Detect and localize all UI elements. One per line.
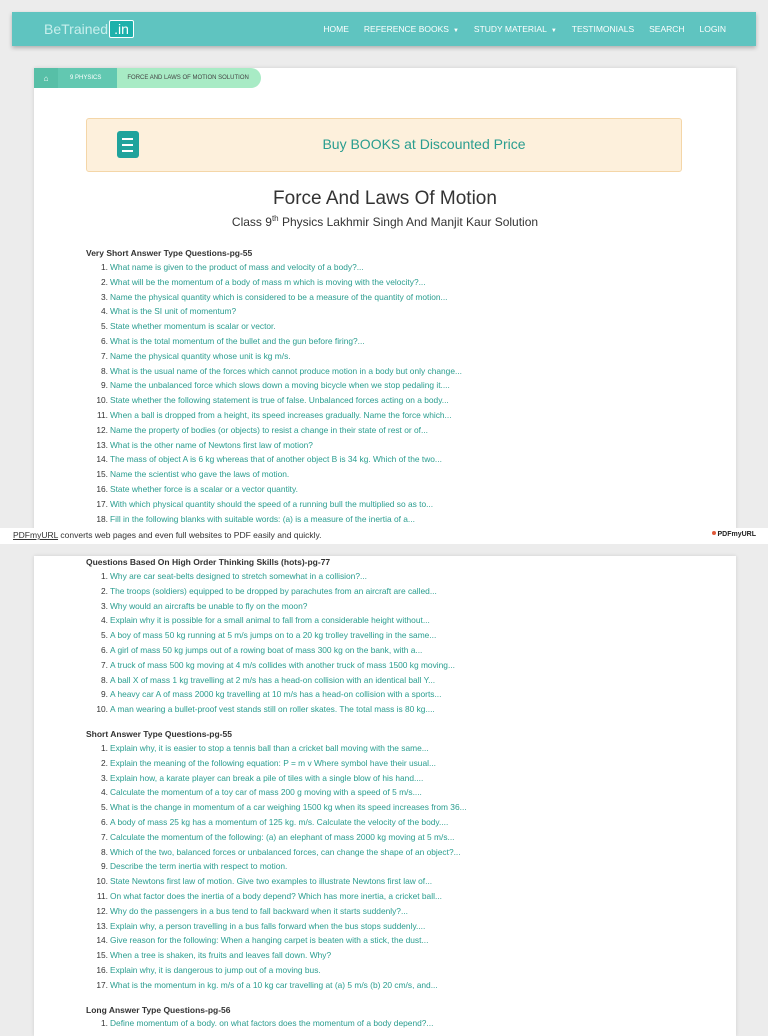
question-item[interactable] (86, 423, 462, 438)
question-number: 16. (96, 483, 108, 494)
question-number: 3. (101, 772, 108, 783)
question-number: 18. (96, 513, 108, 524)
home-icon[interactable]: ⌂ (34, 68, 58, 88)
question-item[interactable] (86, 859, 467, 874)
question-item[interactable] (86, 904, 467, 919)
question-item[interactable] (86, 978, 467, 993)
question-item[interactable] (86, 260, 462, 275)
question-list (86, 1016, 433, 1031)
question-link[interactable]: Name the physical quantity which is considered to be a measure of the quantity of motion... (110, 291, 448, 302)
question-link[interactable]: Name the scientist who gave the laws of motion. (110, 469, 290, 480)
question-link[interactable]: When a tree is shaken, its fruits and leaves fall down. Why? (110, 950, 332, 961)
pdfmyurl-link[interactable]: PDFmyURL (13, 530, 59, 540)
question-item[interactable] (86, 702, 455, 717)
logo-dot-icon (712, 531, 716, 535)
question-number: 11. (96, 890, 108, 901)
question-number: 5. (101, 802, 108, 813)
question-link[interactable]: Why would an aircrafts be unable to fly on the moon? (110, 600, 308, 611)
question-number: 9. (101, 861, 108, 872)
question-number: 2. (101, 585, 108, 596)
question-number: 10. (96, 395, 108, 406)
pdf-footer-text (13, 530, 322, 540)
section-title: Very Short Answer Type Questions-pg-55 (86, 248, 253, 258)
question-number: 7. (101, 350, 108, 361)
question-number: 12. (96, 905, 108, 916)
caret-down-icon: ▼ (452, 28, 459, 34)
question-item[interactable] (86, 319, 462, 334)
question-item[interactable] (86, 741, 467, 756)
question-item[interactable] (86, 658, 455, 673)
question-item[interactable] (86, 438, 462, 453)
question-item[interactable] (86, 756, 467, 771)
question-link[interactable]: What is the change in momentum of a car weighing 1500 kg when its speed increases from 36... (110, 802, 467, 813)
question-link[interactable]: The troops (soldiers) equipped to be dropped by parachutes from an aircraft are called... (110, 585, 437, 596)
question-number: 17. (96, 498, 108, 509)
question-number: 9. (101, 689, 108, 700)
question-number: 5. (101, 630, 108, 641)
question-link[interactable]: Calculate the momentum of the following: (a) an elephant of mass 2000 kg moving at 5 m/s... (110, 831, 455, 842)
question-link[interactable]: What name is given to the product of mass and velocity of a body?... (110, 262, 364, 272)
question-link[interactable]: What is the usual name of the forces which cannot produce motion in a body but only change... (110, 365, 462, 376)
subtitle-rest: Physics Lakhmir Singh And Manjit Kaur Solution (278, 215, 539, 229)
question-list (86, 260, 462, 526)
question-link[interactable]: What is the momentum in kg. m/s of a 10 kg car travelling at (a) 5 m/s (b) 20 cm/s, and... (110, 979, 438, 990)
question-item[interactable] (86, 364, 462, 379)
question-number: 6. (101, 816, 108, 827)
question-item[interactable] (86, 349, 462, 364)
question-link[interactable]: A boy of mass 50 kg running at 5 m/s jumps on to a 20 kg trolley travelling in the same... (110, 630, 437, 641)
question-number: 7. (101, 659, 108, 670)
question-number: 15. (96, 469, 108, 480)
question-link[interactable]: Explain why, it is dangerous to jump out of a moving bus. (110, 964, 321, 975)
pdf-footer-message: converts web pages and even full websites to PDF easily and quickly. (58, 530, 322, 540)
question-number: 7. (101, 831, 108, 842)
question-number: 13. (96, 439, 108, 450)
question-item[interactable] (86, 275, 462, 290)
question-number: 8. (101, 846, 108, 857)
question-item[interactable] (86, 628, 455, 643)
section-title: Questions Based On High Order Thinking Skills (hots)-pg-77 (86, 557, 331, 567)
question-link[interactable]: Give reason for the following: When a hanging carpet is beaten with a stick, the dust... (110, 935, 429, 946)
nav-testimonials[interactable]: TESTIMONIALS (571, 24, 635, 34)
question-item[interactable] (86, 497, 462, 512)
question-item[interactable] (86, 452, 462, 467)
caret-down-icon: ▼ (550, 28, 557, 34)
question-item[interactable] (86, 948, 467, 963)
question-number: 9. (101, 380, 108, 391)
question-link[interactable]: Explain how, a karate player can break a pile of tiles with a single blow of his hand.... (110, 772, 424, 783)
question-number: 1. (101, 1018, 108, 1028)
question-link[interactable]: Explain why, it is easier to stop a tennis ball than a cricket ball moving with the same... (110, 743, 429, 753)
question-item[interactable] (86, 771, 467, 786)
question-item[interactable] (86, 584, 455, 599)
question-list (86, 741, 467, 993)
question-item[interactable] (86, 290, 462, 305)
question-number: 4. (101, 615, 108, 626)
question-item[interactable] (86, 613, 455, 628)
breadcrumb (34, 68, 261, 88)
question-item[interactable] (86, 643, 455, 658)
logo-suffix: .in (109, 20, 134, 38)
section-title: Short Answer Type Questions-pg-55 (86, 729, 232, 739)
question-item[interactable] (86, 785, 467, 800)
question-number: 10. (96, 876, 108, 887)
question-link[interactable]: What is the other name of Newtons first law of motion? (110, 439, 313, 450)
nav-search[interactable]: SEARCH (649, 24, 685, 34)
question-link[interactable]: Which of the two, balanced forces or unbalanced forces, can change the shape of an object?... (110, 846, 461, 857)
section-title: Long Answer Type Questions-pg-56 (86, 1005, 231, 1015)
question-item[interactable] (86, 933, 467, 948)
question-link[interactable]: Calculate the momentum of a toy car of mass 200 g moving with a speed of 5 m/s.... (110, 787, 422, 798)
question-item[interactable] (86, 845, 467, 860)
question-number: 17. (96, 979, 108, 990)
promo-text: Buy BOOKS at Discounted Price (322, 136, 526, 152)
question-item[interactable] (86, 874, 467, 889)
question-number: 8. (101, 365, 108, 376)
question-link[interactable]: Explain why it is possible for a small animal to fall from a considerable height without... (110, 615, 430, 626)
question-number: 4. (101, 787, 108, 798)
question-link[interactable]: Name the property of bodies (or objects) to resist a change in their state of rest or of... (110, 424, 428, 435)
pdfmyurl-logo[interactable] (712, 531, 756, 538)
breadcrumb-physics[interactable]: 9 PHYSICS (58, 68, 117, 88)
nav-reference-books-label: REFERENCE BOOKS (363, 24, 449, 34)
question-link[interactable]: State Newtons first law of motion. Give two examples to illustrate Newtons first law of... (110, 876, 433, 887)
question-item[interactable] (86, 815, 467, 830)
subtitle-class: Class 9 (231, 215, 272, 229)
question-number: 5. (101, 321, 108, 332)
question-link[interactable]: When a ball is dropped from a height, its speed increases gradually. Name the force which... (110, 409, 452, 420)
question-item[interactable] (86, 393, 462, 408)
pdf-footer (0, 528, 768, 544)
question-number: 14. (96, 454, 108, 465)
question-number: 3. (101, 600, 108, 611)
question-item[interactable] (86, 512, 462, 527)
question-link[interactable]: With which physical quantity should the speed of a running bull the multiplied so as to... (110, 498, 434, 509)
question-list (86, 569, 455, 717)
question-link[interactable]: Describe the term inertia with respect to motion. (110, 861, 288, 872)
question-link[interactable]: State whether momentum is scalar or vector. (110, 321, 276, 332)
nav-login[interactable]: LOGIN (699, 24, 726, 34)
page-title: Force And Laws Of Motion (273, 188, 497, 209)
question-number: 1. (101, 571, 108, 581)
question-number: 15. (96, 950, 108, 961)
question-link[interactable]: A body of mass 25 kg has a momentum of 125 kg. m/s. Calculate the velocity of the body.... (110, 816, 449, 827)
question-link[interactable]: A truck of mass 500 kg moving at 4 m/s collides with another truck of mass 1500 kg moving... (110, 659, 455, 670)
question-link[interactable]: On what factor does the inertia of a body depend? Which has more inertia, a cricket ball... (110, 890, 442, 901)
question-number: 4. (101, 306, 108, 317)
question-link[interactable]: What is the SI unit of momentum? (110, 306, 237, 317)
nav-reference-books[interactable] (364, 24, 459, 34)
question-item[interactable] (86, 467, 462, 482)
question-link[interactable]: Explain why, a person travelling in a bus falls forward when the bus stops suddenly.... (110, 920, 426, 931)
question-item[interactable] (86, 482, 462, 497)
nav-home[interactable]: HOME (323, 24, 349, 34)
question-link[interactable]: A girl of mass 50 kg jumps out of a rowing boat of mass 300 kg on the bank, with a... (110, 644, 423, 655)
question-link[interactable]: Name the unbalanced force which slows down a moving bicycle when we stop pedaling it.... (110, 380, 450, 391)
question-item[interactable] (86, 569, 455, 584)
breadcrumb-current: FORCE AND LAWS OF MOTION SOLUTION (127, 75, 249, 81)
promo-banner[interactable] (86, 118, 682, 172)
question-item[interactable] (86, 800, 467, 815)
question-item[interactable] (86, 1016, 433, 1031)
question-item[interactable] (86, 963, 467, 978)
question-item[interactable] (86, 889, 467, 904)
navbar (12, 12, 756, 46)
pdf-logo-text: PDFmyURL (717, 531, 756, 538)
page-subtitle (34, 214, 736, 229)
nav-study-material-label: STUDY MATERIAL (473, 24, 547, 34)
question-number: 13. (96, 920, 108, 931)
question-item[interactable] (86, 304, 462, 319)
question-item[interactable] (86, 408, 462, 423)
subtitle-sup: th (271, 214, 279, 223)
question-link[interactable]: State whether the following statement is true of false. Unbalanced forces acting on a body... (110, 395, 449, 406)
question-link[interactable]: Why are car seat-belts designed to stretch somewhat in a collision?... (110, 571, 367, 581)
question-number: 1. (101, 743, 108, 753)
question-link[interactable]: State whether force is a scalar or a vector quantity. (110, 483, 298, 494)
question-link[interactable]: Define momentum of a body. on what factors does the momentum of a body depend?... (110, 1018, 434, 1028)
question-link[interactable]: A ball X of mass 1 kg travelling at 2 m/s has a head-on collision with an identical ball Y... (110, 674, 436, 685)
site-logo[interactable] (44, 21, 134, 37)
question-item[interactable] (86, 830, 467, 845)
question-number: 10. (96, 704, 108, 715)
question-item[interactable] (86, 919, 467, 934)
question-number: 2. (101, 276, 108, 287)
question-item[interactable] (86, 378, 462, 393)
question-link[interactable]: Why do the passengers in a bus tend to fall backward when it starts suddenly?... (110, 905, 408, 916)
question-number: 1. (101, 262, 108, 272)
question-number: 6. (101, 335, 108, 346)
question-item[interactable] (86, 687, 455, 702)
question-number: 11. (96, 409, 108, 420)
question-number: 8. (101, 674, 108, 685)
question-link[interactable]: What will be the momentum of a body of mass m which is moving with the velocity?... (110, 276, 426, 287)
question-number: 12. (96, 424, 108, 435)
question-link[interactable]: The mass of object A is 6 kg whereas that of another object B is 34 kg. Which of the two... (110, 454, 442, 465)
question-link[interactable]: Explain the meaning of the following equation: P = m v Where symbol have their usual... (110, 757, 436, 768)
question-number: 16. (96, 964, 108, 975)
question-link[interactable]: Fill in the following blanks with suitable words: (a) is a measure of the inertia of a... (110, 513, 415, 524)
question-link[interactable]: What is the total momentum of the bullet and the gun before firing?... (110, 335, 365, 346)
question-link[interactable]: Name the physical quantity whose unit is kg m/s. (110, 350, 291, 361)
question-link[interactable]: A heavy car A of mass 2000 kg travelling at 10 m/s has a head-on collision with a sports... (110, 689, 442, 700)
logo-text: BeTrained (44, 21, 109, 37)
question-number: 6. (101, 644, 108, 655)
main-nav (308, 12, 726, 46)
question-item[interactable] (86, 673, 455, 688)
question-item[interactable] (86, 334, 462, 349)
question-number: 2. (101, 757, 108, 768)
question-number: 14. (96, 935, 108, 946)
question-item[interactable] (86, 599, 455, 614)
nav-study-material[interactable] (474, 24, 557, 34)
question-number: 3. (101, 291, 108, 302)
question-link[interactable]: A man wearing a bullet-proof vest stands still on roller skates. The total mass is 80 kg.... (110, 704, 435, 715)
